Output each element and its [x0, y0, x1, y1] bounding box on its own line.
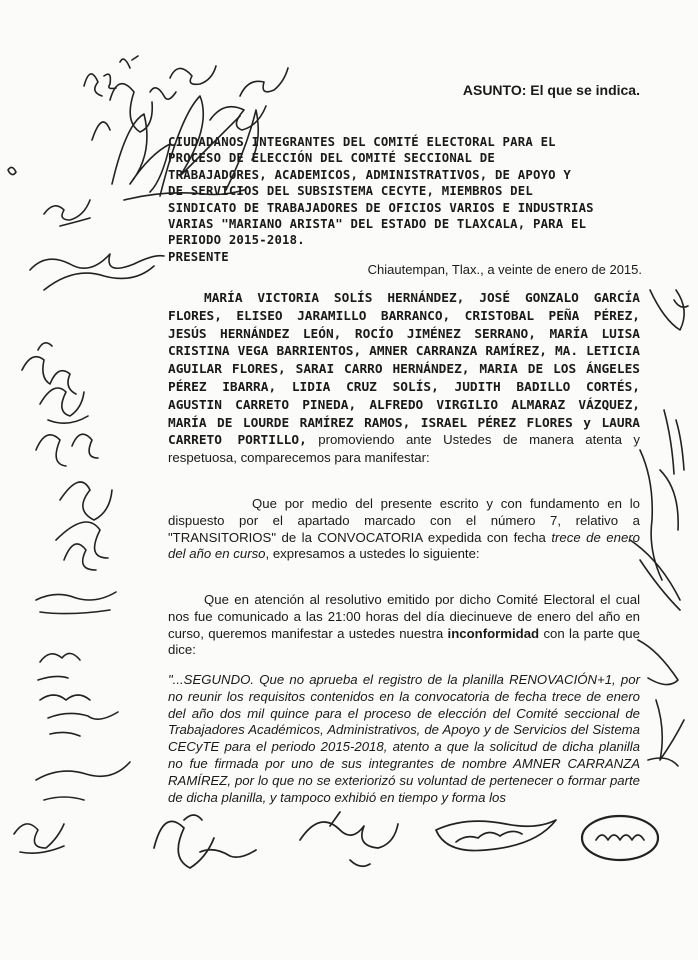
paragraph-text: , expresamos a ustedes lo siguiente:	[265, 546, 480, 562]
presente-line: PRESENTE	[168, 249, 229, 264]
paragraph-text: promoviendo ante Ustedes de manera atenta y respetuosa, comparecemos para manifestar:	[168, 432, 640, 466]
date-line: Chiautempan, Tlax., a veinte de enero de 2015.	[367, 262, 642, 277]
italic-date: trece de enero del año en curso	[168, 529, 640, 562]
addressee-line: PROCESO DE ELECCIÓN DEL COMITÉ SECCIONAL DE	[168, 151, 495, 166]
margin-signature	[8, 167, 164, 853]
addressee-line: DE SERVICIOS DEL SUBSISTEMA CECYTE, MIEMBROS DEL	[168, 184, 533, 199]
foundation-paragraph	[168, 496, 640, 563]
paragraph-text: Que en atención al resolutivo emitido por dicho Comité Electoral el cual nos fue comunicado a las 21:00 horas del día diecinueve de enero del año en curso, queremos manifestar a ustedes nuestra	[168, 592, 640, 641]
nonconformity-paragraph	[168, 592, 640, 659]
signatories-paragraph	[168, 290, 640, 467]
addressee-line: PERIODO 2015-2018.	[168, 233, 305, 248]
subject-line: ASUNTO: El que se indica.	[462, 82, 640, 98]
paragraph-text: Que por medio del presente escrito y con fundamento en lo dispuesto por el apartado marcado con el número 7, relativo a "TRANSITORIOS" de la CONVOCATORIA expedida con fecha	[168, 496, 640, 545]
addressee-line: TRABAJADORES, ACADEMICOS, ADMINISTRATIVOS, DE APOYO Y	[168, 167, 571, 182]
addressee-line: VARIAS "MARIANO ARISTA" DEL ESTADO DE TLAXCALA, PARA EL	[168, 217, 587, 232]
quoted-resolution: "...SEGUNDO. Que no aprueba el registro de la planilla RENOVACIÓN+1, por no reunir los requisitos contenidos en la convocatoria de fecha trece de enero del año dos mil quince para el proceso de elección del Comité seccional de Trabajadores Académicos, Administrativos, de Apoyo y de Servicios del Sistema CECyTE para el periodo 2015-2018, atento a que la solicitud de dicha planilla no fue firmada por uno de sus integrantes de nombre AMNER CARRANZA RAMÍREZ, por lo que no se exteriorizó su voluntad de pertenecer o formar parte de dicha planilla, y tampoco exhibió en tiempo y forma los	[168, 672, 640, 805]
inconformidad-word: inconformidad	[447, 625, 540, 641]
bottom-signatures	[154, 812, 658, 868]
addressee-line: SINDICATO DE TRABAJADORES DE OFICIOS VARIOS E INDUSTRIAS	[168, 200, 594, 215]
addressee-block	[168, 134, 648, 265]
paragraph-text: con la parte que dice:	[168, 625, 640, 658]
addressee-line: CIUDADANOS INTEGRANTES DEL COMITÉ ELECTORAL PARA EL	[168, 135, 556, 149]
signatory-names: MARÍA VICTORIA SOLÍS HERNÁNDEZ, JOSÉ GONZALO GARCÍA FLORES, ELISEO JARAMILLO BARRANCO, CRISTOBAL PEÑA PÉREZ, JESÚS HERNÁNDEZ LEÓN, ROCÍO JIMÉNEZ SERRANO, MARÍA LUISA CRISTINA VEGA BARRIENTOS, AMNER CARRANZA RAMÍREZ, MA. LETICIA AGUILAR FLORES, SARAI CARRO HERNÁNDEZ, MARIA DE LOS ÁNGELES PÉREZ IBARRA, LIDIA CRUZ SOLÍS, JUDITH BADILLO CORTÉS, AGUSTIN CARRETO PINEDA, ALFREDO VIRGILIO ALMARAZ VÁZQUEZ, MARÍA DE LOURDE RAMÍREZ RAMOS, ISRAEL PÉREZ FLORES y LAURA CARRETO PORTILLO,	[168, 291, 640, 449]
